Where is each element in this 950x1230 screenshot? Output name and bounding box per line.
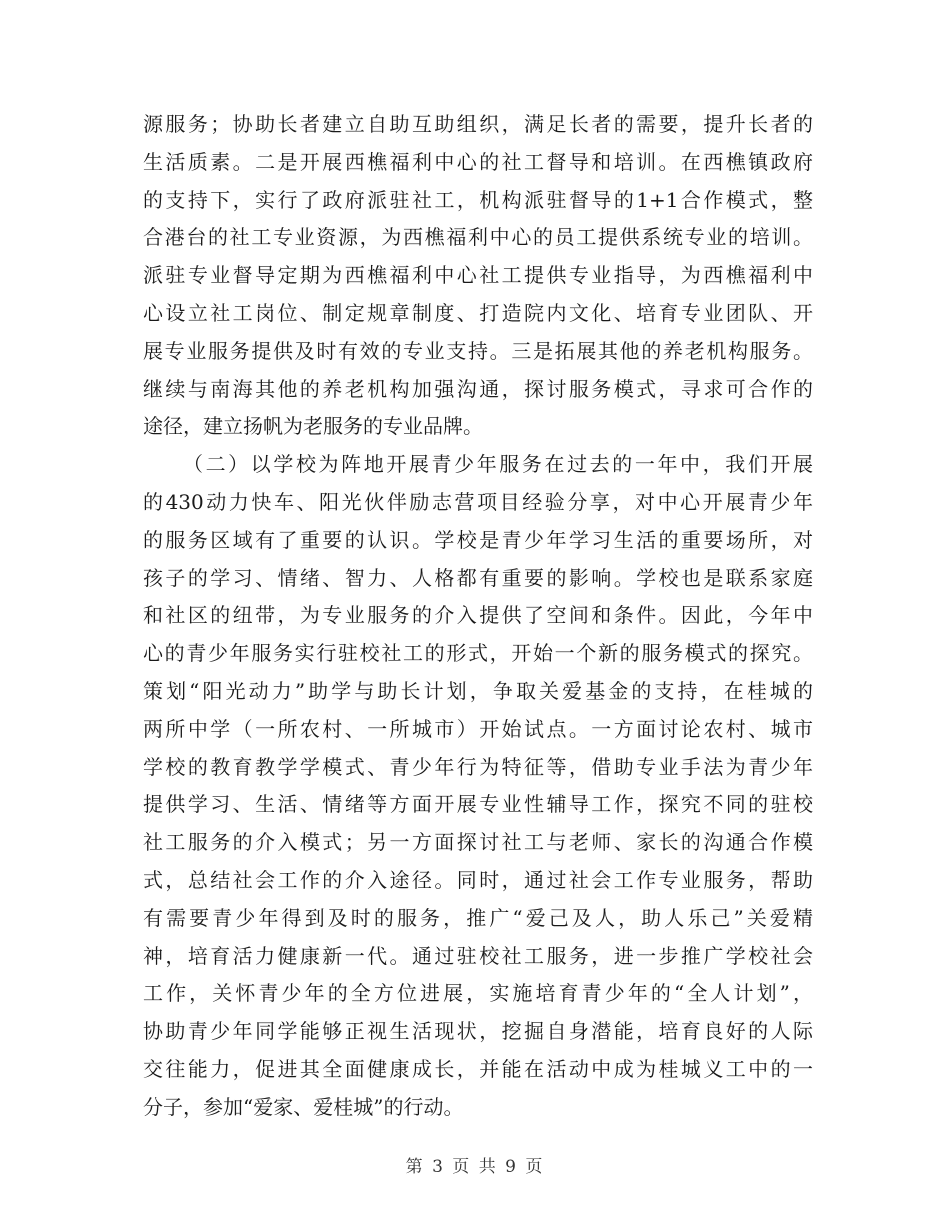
text-line: 交往能力，促进其全面健康成长，并能在活动中成为桂城义工中的一 (143, 1056, 813, 1081)
text-line: 的服务区域有了重要的认识。学校是青少年学习生活的重要场所，对 (143, 527, 813, 552)
text-line: 分子，参加“爱家、爱桂城”的行动。 (143, 1094, 464, 1119)
paragraph (143, 446, 813, 1126)
text-line: 展专业服务提供及时有效的专业支持。三是拓展其他的养老机构服务。 (143, 338, 813, 363)
page-footer: 第 3 页 共 9 页 (405, 1157, 545, 1177)
text-line: 提供学习、生活、情绪等方面开展专业性辅导工作，探究不同的驻校 (143, 792, 813, 817)
text-line: （二）以学校为阵地开展青少年服务在过去的一年中，我们开展 (183, 452, 813, 477)
paragraph (143, 106, 813, 446)
text-line: 学校的教育教学学模式、青少年行为特征等，借助专业手法为青少年 (143, 754, 813, 779)
text-line: 心设立社工岗位、制定规章制度、打造院内文化、培育专业团队、开 (143, 300, 813, 325)
body-text (143, 106, 813, 1127)
text-line: 派驻专业督导定期为西樵福利中心社工提供专业指导，为西樵福利中 (143, 263, 813, 288)
text-line: 两所中学（一所农村、一所城市）开始试点。一方面讨论农村、城市 (143, 716, 813, 741)
text-line: 孩子的学习、情绪、智力、人格都有重要的影响。学校也是联系家庭 (143, 565, 813, 590)
text-line: 源服务；协助长者建立自助互助组织，满足长者的需要，提升长者的 (143, 112, 813, 136)
text-line: 社工服务的介入模式；另一方面探讨社工与老师、家长的沟通合作模 (143, 830, 813, 855)
text-line: 协助青少年同学能够正视生活现状，挖掘自身潜能，培育良好的人际 (143, 1019, 813, 1044)
text-line: 和社区的纽带，为专业服务的介入提供了空间和条件。因此，今年中 (143, 603, 813, 628)
text-line: 策划“阳光动力”助学与助长计划，争取关爱基金的支持，在桂城的 (143, 678, 813, 703)
text-line: 合港台的社工专业资源，为西樵福利中心的员工提供系统专业的培训。 (143, 225, 813, 250)
text-line: 工作，关怀青少年的全方位进展，实施培育青少年的“全人计划”， (143, 981, 813, 1006)
text-line: 神，培育活力健康新一代。通过驻校社工服务，进一步推广学校社会 (143, 943, 813, 968)
text-line: 的430动力快车、阳光伙伴励志营项目经验分享，对中心开展青少年 (143, 489, 813, 514)
text-line: 继续与南海其他的养老机构加强沟通，探讨服务模式，寻求可合作的 (143, 376, 813, 401)
text-line: 有需要青少年得到及时的服务，推广“爱己及人，助人乐己”关爱精 (143, 905, 813, 930)
text-line: 式，总结社会工作的介入途径。同时，通过社会工作专业服务，帮助 (143, 867, 813, 892)
text-line: 心的青少年服务实行驻校社工的形式，开始一个新的服务模式的探究。 (143, 641, 813, 666)
text-line: 生活质素。二是开展西樵福利中心的社工督导和培训。在西樵镇政府 (143, 149, 813, 174)
text-line: 的支持下，实行了政府派驻社工，机构派驻督导的1+1合作模式，整 (143, 187, 813, 212)
text-line: 途径，建立扬帆为老服务的专业品牌。 (143, 414, 483, 439)
